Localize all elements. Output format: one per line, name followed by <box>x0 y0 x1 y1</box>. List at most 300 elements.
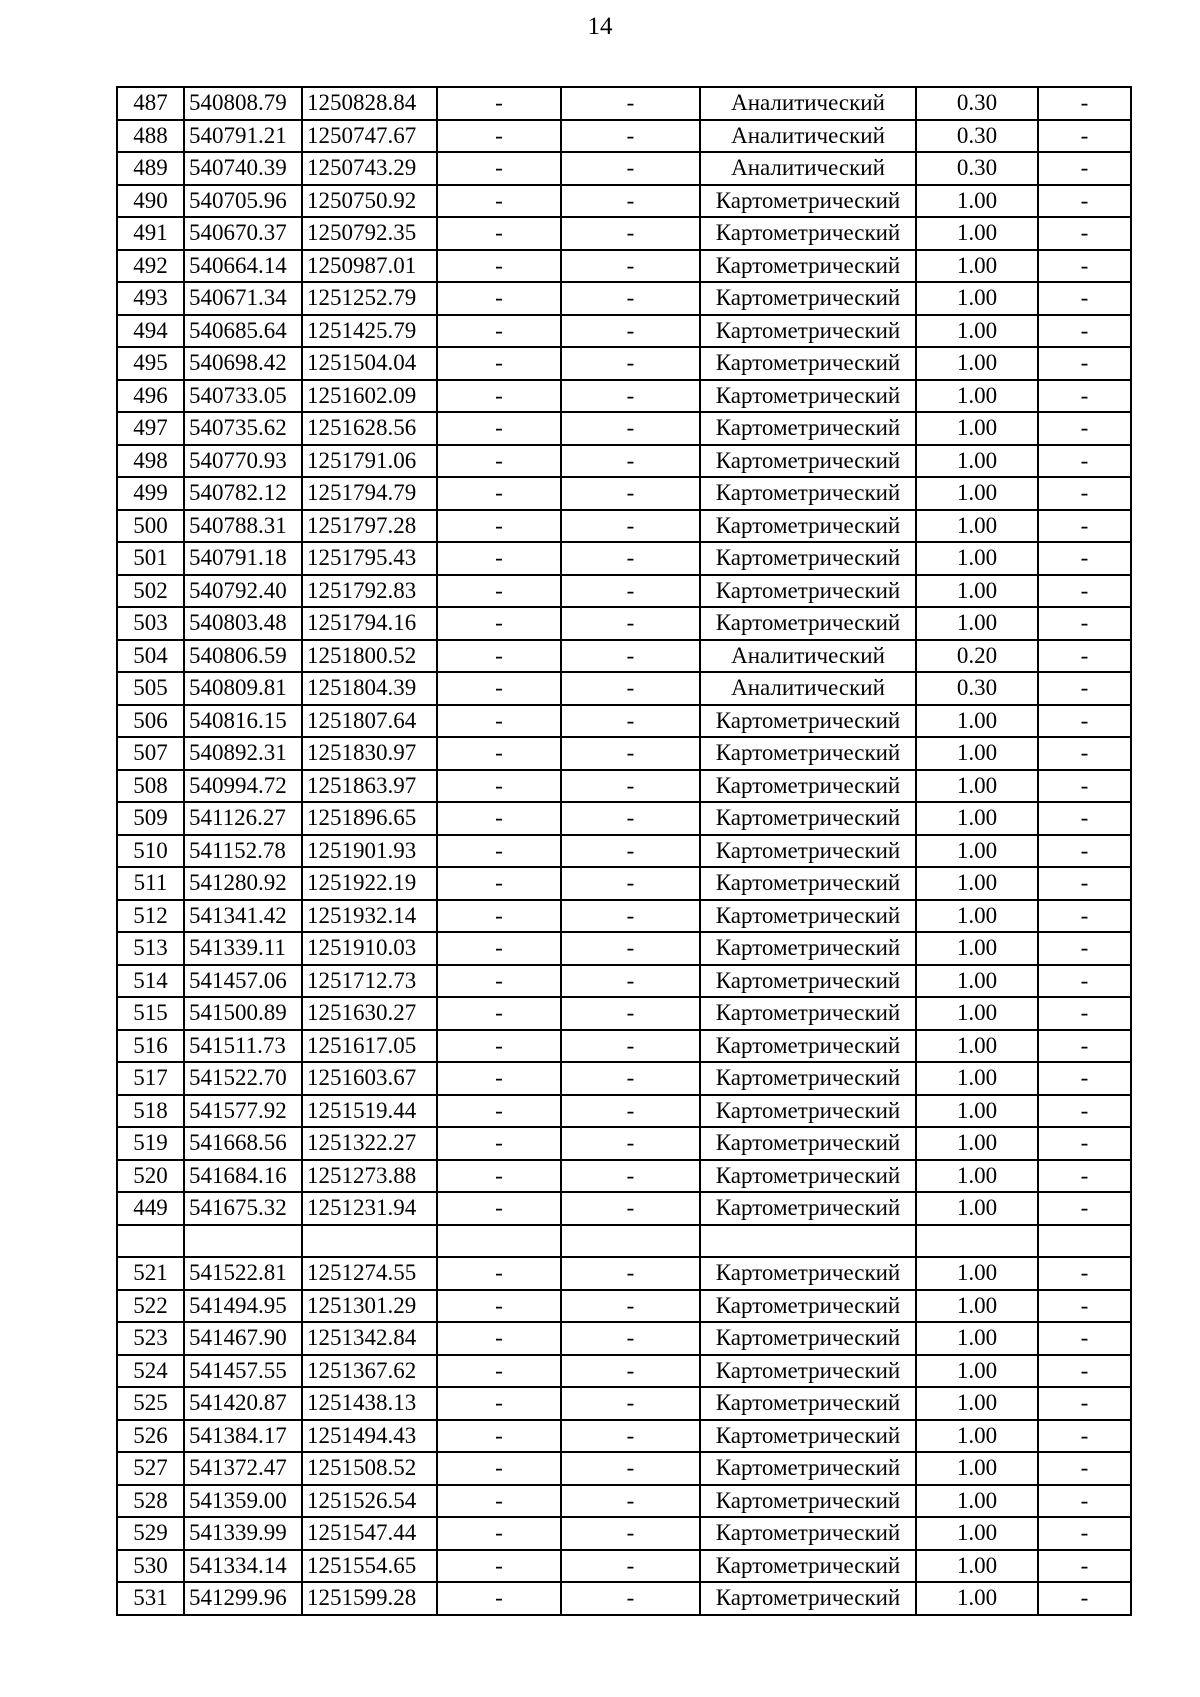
empty-value-cell: - <box>1038 1322 1131 1355</box>
x-coordinate-cell: 541339.11 <box>184 932 302 965</box>
table-row <box>117 1192 1131 1225</box>
accuracy-cell: 0.30 <box>916 87 1038 120</box>
method-cell: Картометрический <box>700 1420 916 1453</box>
empty-value-cell: - <box>561 120 700 153</box>
x-coordinate-cell: 540816.15 <box>184 705 302 738</box>
y-coordinate-cell: 1251910.03 <box>302 932 437 965</box>
x-coordinate-cell: 541372.47 <box>184 1452 302 1485</box>
y-coordinate-cell: 1251231.94 <box>302 1192 437 1225</box>
empty-value-cell <box>437 1225 561 1258</box>
table-row <box>117 1290 1131 1323</box>
empty-value-cell: - <box>1038 965 1131 998</box>
point-number-cell <box>117 1225 184 1258</box>
point-number-cell: 525 <box>117 1387 184 1420</box>
y-coordinate-cell: 1251712.73 <box>302 965 437 998</box>
method-cell: Картометрический <box>700 1322 916 1355</box>
empty-value-cell: - <box>437 185 561 218</box>
empty-value-cell: - <box>561 1290 700 1323</box>
accuracy-cell: 1.00 <box>916 445 1038 478</box>
table-row <box>117 510 1131 543</box>
empty-value-cell: - <box>437 802 561 835</box>
accuracy-cell: 1.00 <box>916 1160 1038 1193</box>
x-coordinate-cell: 541511.73 <box>184 1030 302 1063</box>
empty-value-cell: - <box>1038 867 1131 900</box>
accuracy-cell: 1.00 <box>916 575 1038 608</box>
y-coordinate-cell: 1250750.92 <box>302 185 437 218</box>
empty-value-cell: - <box>561 185 700 218</box>
table-row <box>117 1062 1131 1095</box>
empty-value-cell: - <box>1038 1030 1131 1063</box>
y-coordinate-cell: 1250747.67 <box>302 120 437 153</box>
empty-value-cell: - <box>437 445 561 478</box>
point-number-cell: 512 <box>117 900 184 933</box>
x-coordinate-cell: 541684.16 <box>184 1160 302 1193</box>
method-cell: Картометрический <box>700 1030 916 1063</box>
empty-value-cell: - <box>1038 835 1131 868</box>
table-row <box>117 770 1131 803</box>
point-number-cell: 492 <box>117 250 184 283</box>
x-coordinate-cell: 541384.17 <box>184 1420 302 1453</box>
point-number-cell: 501 <box>117 542 184 575</box>
accuracy-cell: 1.00 <box>916 347 1038 380</box>
table-row <box>117 1257 1131 1290</box>
accuracy-cell: 0.30 <box>916 672 1038 705</box>
table-row <box>117 1420 1131 1453</box>
y-coordinate-cell: 1251896.65 <box>302 802 437 835</box>
x-coordinate-cell: 540733.05 <box>184 380 302 413</box>
y-coordinate-cell: 1251794.79 <box>302 477 437 510</box>
accuracy-cell: 1.00 <box>916 1257 1038 1290</box>
x-coordinate-cell: 540808.79 <box>184 87 302 120</box>
accuracy-cell: 1.00 <box>916 1485 1038 1518</box>
table-row <box>117 250 1131 283</box>
x-coordinate-cell: 541339.99 <box>184 1517 302 1550</box>
empty-value-cell: - <box>437 282 561 315</box>
empty-value-cell: - <box>437 315 561 348</box>
empty-value-cell: - <box>561 477 700 510</box>
empty-value-cell: - <box>437 737 561 770</box>
empty-value-cell: - <box>437 120 561 153</box>
table-row <box>117 185 1131 218</box>
x-coordinate-cell: 541675.32 <box>184 1192 302 1225</box>
empty-value-cell: - <box>561 1257 700 1290</box>
empty-value-cell: - <box>561 1355 700 1388</box>
method-cell: Картометрический <box>700 510 916 543</box>
x-coordinate-cell: 540664.14 <box>184 250 302 283</box>
empty-value-cell: - <box>1038 542 1131 575</box>
x-coordinate-cell: 540685.64 <box>184 315 302 348</box>
empty-value-cell: - <box>561 1485 700 1518</box>
y-coordinate-cell: 1250743.29 <box>302 152 437 185</box>
empty-value-cell: - <box>561 867 700 900</box>
point-number-cell: 511 <box>117 867 184 900</box>
table-row <box>117 1452 1131 1485</box>
empty-value-cell: - <box>561 510 700 543</box>
point-number-cell: 526 <box>117 1420 184 1453</box>
accuracy-cell: 1.00 <box>916 282 1038 315</box>
empty-value-cell: - <box>1038 1452 1131 1485</box>
table-row <box>117 965 1131 998</box>
point-number-cell: 503 <box>117 607 184 640</box>
table-row <box>117 802 1131 835</box>
x-coordinate-cell: 540792.40 <box>184 575 302 608</box>
x-coordinate-cell: 541457.55 <box>184 1355 302 1388</box>
y-coordinate-cell <box>302 1225 437 1258</box>
table-row <box>117 1030 1131 1063</box>
x-coordinate-cell: 540809.81 <box>184 672 302 705</box>
y-coordinate-cell: 1251795.43 <box>302 542 437 575</box>
point-number-cell: 508 <box>117 770 184 803</box>
empty-value-cell: - <box>437 1420 561 1453</box>
point-number-cell: 506 <box>117 705 184 738</box>
table-row <box>117 217 1131 250</box>
point-number-cell: 507 <box>117 737 184 770</box>
table-row <box>117 1355 1131 1388</box>
empty-value-cell: - <box>561 900 700 933</box>
empty-value-cell: - <box>437 1127 561 1160</box>
y-coordinate-cell: 1251342.84 <box>302 1322 437 1355</box>
y-coordinate-cell: 1251603.67 <box>302 1062 437 1095</box>
table-row <box>117 120 1131 153</box>
empty-value-cell: - <box>561 1127 700 1160</box>
empty-value-cell: - <box>437 997 561 1030</box>
empty-value-cell: - <box>437 250 561 283</box>
accuracy-cell: 1.00 <box>916 1095 1038 1128</box>
method-cell: Картометрический <box>700 802 916 835</box>
table-row <box>117 1485 1131 1518</box>
method-cell: Картометрический <box>700 997 916 1030</box>
empty-value-cell: - <box>1038 900 1131 933</box>
method-cell: Картометрический <box>700 1550 916 1583</box>
method-cell: Картометрический <box>700 217 916 250</box>
empty-value-cell: - <box>1038 737 1131 770</box>
method-cell: Картометрический <box>700 1290 916 1323</box>
accuracy-cell: 1.00 <box>916 477 1038 510</box>
y-coordinate-cell: 1251628.56 <box>302 412 437 445</box>
empty-value-cell: - <box>437 1355 561 1388</box>
table-row <box>117 1160 1131 1193</box>
point-number-cell: 449 <box>117 1192 184 1225</box>
empty-value-cell: - <box>1038 1290 1131 1323</box>
y-coordinate-cell: 1250792.35 <box>302 217 437 250</box>
accuracy-cell: 1.00 <box>916 185 1038 218</box>
empty-value-cell: - <box>561 575 700 608</box>
empty-value-cell: - <box>1038 87 1131 120</box>
y-coordinate-cell: 1251494.43 <box>302 1420 437 1453</box>
y-coordinate-cell: 1251830.97 <box>302 737 437 770</box>
empty-value-cell: - <box>561 770 700 803</box>
x-coordinate-cell: 541280.92 <box>184 867 302 900</box>
empty-value-cell: - <box>437 867 561 900</box>
point-number-cell: 490 <box>117 185 184 218</box>
accuracy-cell: 1.00 <box>916 1355 1038 1388</box>
point-number-cell: 519 <box>117 1127 184 1160</box>
point-number-cell: 494 <box>117 315 184 348</box>
empty-value-cell: - <box>1038 1257 1131 1290</box>
y-coordinate-cell: 1251367.62 <box>302 1355 437 1388</box>
x-coordinate-cell: 541467.90 <box>184 1322 302 1355</box>
empty-value-cell: - <box>437 835 561 868</box>
point-number-cell: 487 <box>117 87 184 120</box>
table-row <box>117 1550 1131 1583</box>
empty-value-cell: - <box>561 1387 700 1420</box>
accuracy-cell <box>916 1225 1038 1258</box>
table-row <box>117 835 1131 868</box>
point-number-cell: 510 <box>117 835 184 868</box>
accuracy-cell: 1.00 <box>916 932 1038 965</box>
empty-value-cell: - <box>1038 1160 1131 1193</box>
accuracy-cell: 1.00 <box>916 1030 1038 1063</box>
point-number-cell: 517 <box>117 1062 184 1095</box>
x-coordinate-cell: 541359.00 <box>184 1485 302 1518</box>
empty-value-cell: - <box>437 672 561 705</box>
point-number-cell: 531 <box>117 1582 184 1615</box>
empty-value-cell: - <box>1038 315 1131 348</box>
table-row <box>117 87 1131 120</box>
x-coordinate-cell: 540698.42 <box>184 347 302 380</box>
empty-value-cell: - <box>1038 1387 1131 1420</box>
table-row <box>117 1387 1131 1420</box>
empty-value-cell: - <box>561 997 700 1030</box>
y-coordinate-cell: 1251932.14 <box>302 900 437 933</box>
empty-value-cell: - <box>437 1452 561 1485</box>
x-coordinate-cell: 541494.95 <box>184 1290 302 1323</box>
point-number-cell: 505 <box>117 672 184 705</box>
empty-value-cell: - <box>1038 607 1131 640</box>
accuracy-cell: 1.00 <box>916 802 1038 835</box>
table-row <box>117 1517 1131 1550</box>
empty-value-cell: - <box>437 217 561 250</box>
y-coordinate-cell: 1251301.29 <box>302 1290 437 1323</box>
x-coordinate-cell: 540806.59 <box>184 640 302 673</box>
y-coordinate-cell: 1251794.16 <box>302 607 437 640</box>
method-cell: Картометрический <box>700 1387 916 1420</box>
table-row <box>117 542 1131 575</box>
point-number-cell: 497 <box>117 412 184 445</box>
point-number-cell: 495 <box>117 347 184 380</box>
empty-value-cell: - <box>561 932 700 965</box>
accuracy-cell: 1.00 <box>916 737 1038 770</box>
empty-value-cell: - <box>1038 282 1131 315</box>
x-coordinate-cell: 540791.18 <box>184 542 302 575</box>
method-cell: Картометрический <box>700 315 916 348</box>
accuracy-cell: 1.00 <box>916 867 1038 900</box>
accuracy-cell: 1.00 <box>916 315 1038 348</box>
method-cell: Картометрический <box>700 705 916 738</box>
empty-value-cell: - <box>561 705 700 738</box>
empty-value-cell: - <box>561 607 700 640</box>
method-cell: Картометрический <box>700 835 916 868</box>
method-cell: Аналитический <box>700 672 916 705</box>
accuracy-cell: 1.00 <box>916 250 1038 283</box>
point-number-cell: 520 <box>117 1160 184 1193</box>
table-row <box>117 672 1131 705</box>
empty-value-cell: - <box>561 1582 700 1615</box>
empty-value-cell: - <box>1038 250 1131 283</box>
empty-value-cell: - <box>561 250 700 283</box>
empty-value-cell: - <box>561 835 700 868</box>
empty-value-cell: - <box>561 1517 700 1550</box>
x-coordinate-cell: 541457.06 <box>184 965 302 998</box>
x-coordinate-cell: 541334.14 <box>184 1550 302 1583</box>
point-number-cell: 514 <box>117 965 184 998</box>
method-cell: Картометрический <box>700 1095 916 1128</box>
empty-value-cell: - <box>561 802 700 835</box>
empty-value-cell: - <box>1038 347 1131 380</box>
empty-value-cell: - <box>437 640 561 673</box>
y-coordinate-cell: 1251797.28 <box>302 510 437 543</box>
x-coordinate-cell: 541500.89 <box>184 997 302 1030</box>
point-number-cell: 488 <box>117 120 184 153</box>
y-coordinate-cell: 1251617.05 <box>302 1030 437 1063</box>
y-coordinate-cell: 1251901.93 <box>302 835 437 868</box>
accuracy-cell: 1.00 <box>916 965 1038 998</box>
point-number-cell: 527 <box>117 1452 184 1485</box>
y-coordinate-cell: 1251630.27 <box>302 997 437 1030</box>
table-row <box>117 575 1131 608</box>
x-coordinate-cell: 541522.70 <box>184 1062 302 1095</box>
coordinates-table <box>116 86 1132 1616</box>
method-cell: Картометрический <box>700 1517 916 1550</box>
point-number-cell: 523 <box>117 1322 184 1355</box>
empty-value-cell: - <box>1038 640 1131 673</box>
point-number-cell: 513 <box>117 932 184 965</box>
empty-value-cell: - <box>1038 1582 1131 1615</box>
empty-value-cell: - <box>1038 1095 1131 1128</box>
method-cell: Картометрический <box>700 1160 916 1193</box>
empty-value-cell: - <box>437 1582 561 1615</box>
method-cell: Картометрический <box>700 1582 916 1615</box>
empty-value-cell: - <box>437 1160 561 1193</box>
method-cell: Картометрический <box>700 770 916 803</box>
accuracy-cell: 0.30 <box>916 120 1038 153</box>
empty-value-cell: - <box>1038 1062 1131 1095</box>
empty-value-cell: - <box>1038 1420 1131 1453</box>
y-coordinate-cell: 1250828.84 <box>302 87 437 120</box>
accuracy-cell: 1.00 <box>916 1322 1038 1355</box>
y-coordinate-cell: 1251554.65 <box>302 1550 437 1583</box>
x-coordinate-cell: 541668.56 <box>184 1127 302 1160</box>
table-row <box>117 867 1131 900</box>
table-row <box>117 1582 1131 1615</box>
method-cell: Картометрический <box>700 607 916 640</box>
empty-value-cell: - <box>1038 510 1131 543</box>
y-coordinate-cell: 1251547.44 <box>302 1517 437 1550</box>
method-cell: Картометрический <box>700 380 916 413</box>
table-body <box>117 87 1131 1615</box>
y-coordinate-cell: 1251273.88 <box>302 1160 437 1193</box>
point-number-cell: 521 <box>117 1257 184 1290</box>
empty-value-cell: - <box>561 1095 700 1128</box>
empty-value-cell: - <box>437 575 561 608</box>
empty-value-cell: - <box>1038 770 1131 803</box>
empty-value-cell: - <box>561 542 700 575</box>
point-number-cell: 504 <box>117 640 184 673</box>
empty-value-cell: - <box>437 152 561 185</box>
x-coordinate-cell: 541420.87 <box>184 1387 302 1420</box>
accuracy-cell: 1.00 <box>916 900 1038 933</box>
y-coordinate-cell: 1251519.44 <box>302 1095 437 1128</box>
empty-value-cell: - <box>561 1550 700 1583</box>
empty-value-cell: - <box>437 1485 561 1518</box>
accuracy-cell: 1.00 <box>916 997 1038 1030</box>
empty-value-cell: - <box>561 87 700 120</box>
empty-value-cell: - <box>437 477 561 510</box>
empty-value-cell: - <box>437 1257 561 1290</box>
empty-value-cell: - <box>1038 705 1131 738</box>
accuracy-cell: 1.00 <box>916 217 1038 250</box>
x-coordinate-cell: 541126.27 <box>184 802 302 835</box>
table-row <box>117 477 1131 510</box>
point-number-cell: 518 <box>117 1095 184 1128</box>
y-coordinate-cell: 1251274.55 <box>302 1257 437 1290</box>
point-number-cell: 491 <box>117 217 184 250</box>
accuracy-cell: 1.00 <box>916 607 1038 640</box>
accuracy-cell: 1.00 <box>916 770 1038 803</box>
empty-value-cell: - <box>561 965 700 998</box>
empty-value-cell: - <box>1038 1127 1131 1160</box>
empty-value-cell: - <box>561 640 700 673</box>
empty-value-cell <box>1038 1225 1131 1258</box>
y-coordinate-cell: 1251804.39 <box>302 672 437 705</box>
accuracy-cell: 1.00 <box>916 705 1038 738</box>
table-row <box>117 705 1131 738</box>
y-coordinate-cell: 1251800.52 <box>302 640 437 673</box>
empty-value-cell: - <box>561 1030 700 1063</box>
empty-value-cell <box>561 1225 700 1258</box>
empty-value-cell: - <box>1038 1485 1131 1518</box>
point-number-cell: 530 <box>117 1550 184 1583</box>
empty-value-cell: - <box>1038 1192 1131 1225</box>
table-row <box>117 932 1131 965</box>
empty-value-cell: - <box>561 152 700 185</box>
empty-value-cell: - <box>1038 802 1131 835</box>
table-row <box>117 152 1131 185</box>
y-coordinate-cell: 1251602.09 <box>302 380 437 413</box>
method-cell: Картометрический <box>700 250 916 283</box>
method-cell: Картометрический <box>700 1257 916 1290</box>
x-coordinate-cell: 540770.93 <box>184 445 302 478</box>
empty-value-cell: - <box>437 1030 561 1063</box>
method-cell: Картометрический <box>700 412 916 445</box>
method-cell: Картометрический <box>700 737 916 770</box>
empty-value-cell: - <box>437 1387 561 1420</box>
y-coordinate-cell: 1251425.79 <box>302 315 437 348</box>
x-coordinate-cell: 541299.96 <box>184 1582 302 1615</box>
table-row <box>117 347 1131 380</box>
empty-value-cell: - <box>561 1452 700 1485</box>
accuracy-cell: 1.00 <box>916 380 1038 413</box>
table-row <box>117 1322 1131 1355</box>
x-coordinate-cell <box>184 1225 302 1258</box>
y-coordinate-cell: 1251792.83 <box>302 575 437 608</box>
point-number-cell: 529 <box>117 1517 184 1550</box>
point-number-cell: 524 <box>117 1355 184 1388</box>
method-cell: Картометрический <box>700 1355 916 1388</box>
x-coordinate-cell: 540791.21 <box>184 120 302 153</box>
table-row <box>117 315 1131 348</box>
x-coordinate-cell: 541341.42 <box>184 900 302 933</box>
empty-value-cell: - <box>437 412 561 445</box>
empty-value-cell: - <box>437 1517 561 1550</box>
accuracy-cell: 1.00 <box>916 412 1038 445</box>
empty-value-cell: - <box>437 770 561 803</box>
x-coordinate-cell: 540803.48 <box>184 607 302 640</box>
method-cell: Аналитический <box>700 152 916 185</box>
x-coordinate-cell: 540671.34 <box>184 282 302 315</box>
method-cell: Картометрический <box>700 542 916 575</box>
accuracy-cell: 1.00 <box>916 1127 1038 1160</box>
